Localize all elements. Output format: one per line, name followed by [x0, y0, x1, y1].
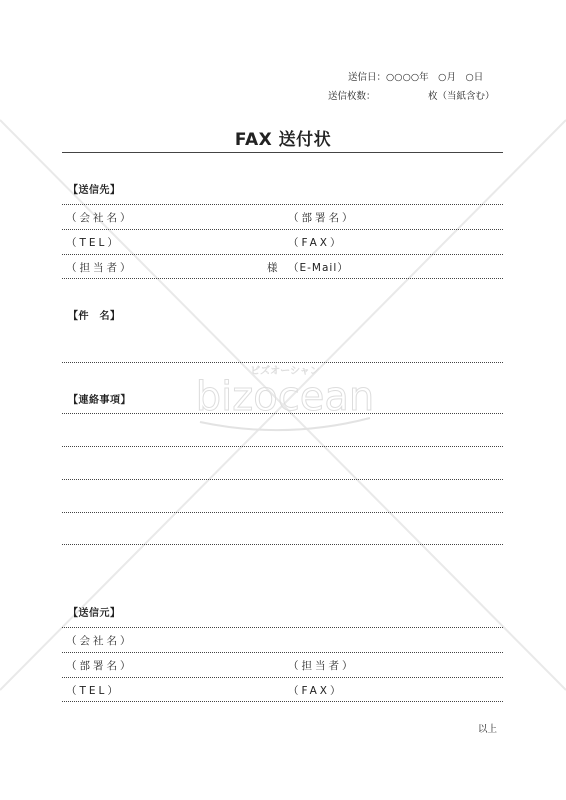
- notes-line: [62, 479, 503, 480]
- title-rule: [62, 152, 503, 153]
- notes-line: [62, 544, 503, 545]
- sender-department-label: （部署名）: [66, 660, 134, 672]
- recipient-department-label: （部署名）: [288, 212, 356, 224]
- recipient-person-label: （担当者）: [66, 262, 134, 274]
- divider: [62, 677, 503, 678]
- honorific: 様: [267, 262, 278, 274]
- recipient-heading: 【送信先】: [68, 185, 121, 196]
- recipient-tel-label: （TEL）: [66, 237, 121, 249]
- divider: [62, 254, 503, 255]
- divider: [62, 627, 503, 628]
- subject-heading: 【件 名】: [68, 311, 121, 322]
- notes-line: [62, 512, 503, 513]
- pages-suffix: 枚（当紙含む）: [428, 91, 495, 102]
- svg-text:bizocean: bizocean: [195, 374, 375, 420]
- sender-tel-label: （TEL）: [66, 685, 121, 697]
- divider: [62, 278, 503, 279]
- notes-line: [62, 413, 503, 414]
- recipient-company-label: （会社名）: [66, 212, 134, 224]
- svg-text:ビズオーシャン: ビズオーシャン: [250, 366, 320, 377]
- end-mark: 以上: [478, 724, 498, 735]
- sender-fax-label: （FAX）: [288, 685, 344, 697]
- document-title: FAX 送付状: [234, 130, 332, 150]
- divider: [62, 652, 503, 653]
- recipient-fax-label: （FAX）: [288, 237, 344, 249]
- notes-heading: 【連絡事項】: [68, 395, 131, 406]
- notes-line: [62, 446, 503, 447]
- sender-person-label: （担当者）: [288, 660, 356, 672]
- divider: [62, 229, 503, 230]
- send-date: 送信日：○○○○年 ○月 ○日: [348, 72, 484, 83]
- sender-company-label: （会社名）: [66, 635, 134, 647]
- watermark-logo: [190, 360, 380, 435]
- sender-heading: 【送信元】: [68, 608, 121, 619]
- recipient-email-label: （E-Mail）: [288, 262, 349, 274]
- divider: [62, 701, 503, 702]
- divider: [62, 204, 503, 205]
- subject-line: [62, 362, 503, 363]
- pages-label: 送信枚数：: [328, 91, 376, 102]
